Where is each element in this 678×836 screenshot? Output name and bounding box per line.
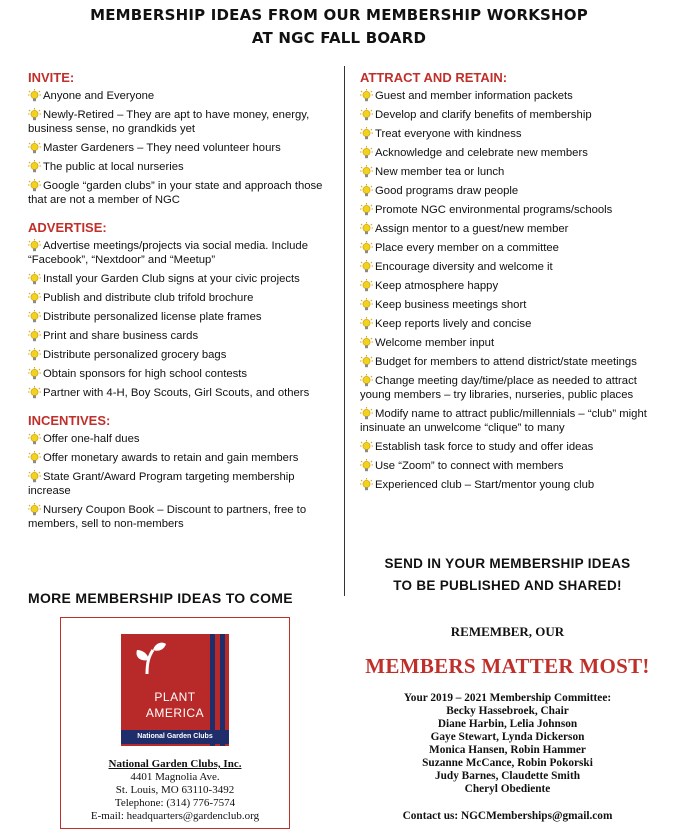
city: St. Louis, MO 63110-3492: [115, 784, 235, 796]
lightbulb-icon: [28, 89, 41, 103]
list-item-text: Nursery Coupon Book – Discount to partners, free to members, sell to non-members: [28, 504, 307, 530]
left-column: [28, 69, 328, 543]
list-item: [28, 291, 328, 305]
list-item-text: Keep business meetings short: [375, 299, 527, 311]
list-item: [28, 141, 328, 155]
list-item-text: Publish and distribute club trifold brochure: [43, 292, 254, 304]
list-item-text: Keep reports lively and concise: [375, 318, 532, 330]
lightbulb-icon: [28, 470, 41, 484]
list-item: [360, 241, 665, 255]
list-item: [28, 108, 328, 136]
lightbulb-icon: [28, 239, 41, 253]
phone: Telephone: (314) 776-7574: [114, 797, 236, 809]
attract-list: [360, 89, 665, 492]
list-item-text: Encourage diversity and welcome it: [375, 261, 553, 273]
address-block: [61, 758, 289, 823]
lightbulb-icon: [360, 336, 373, 350]
list-item: [28, 348, 328, 362]
lightbulb-icon: [360, 298, 373, 312]
list-item: [28, 329, 328, 343]
committee-member-line: Becky Hassebroek, Chair: [446, 705, 569, 717]
list-item-text: Experienced club – Start/mentor young club: [375, 479, 595, 491]
list-item-text: Guest and member information packets: [375, 90, 573, 102]
list-item: [28, 179, 328, 207]
members-matter-heading: MEMBERS MATTER MOST!: [365, 654, 650, 678]
lightbulb-icon: [360, 317, 373, 331]
list-item-text: State Grant/Award Program targeting membership increase: [28, 471, 295, 497]
lightbulb-icon: [360, 146, 373, 160]
list-item: [360, 89, 665, 103]
lightbulb-icon: [360, 165, 373, 179]
list-item: [360, 184, 665, 198]
lightbulb-icon: [28, 451, 41, 465]
send-line-2: TO BE PUBLISHED AND SHARED!: [393, 578, 622, 593]
lightbulb-icon: [28, 329, 41, 343]
list-item-text: Budget for members to attend district/state meetings: [375, 356, 637, 368]
list-item: [28, 386, 328, 400]
committee-member-line: Cheryl Obediente: [464, 783, 551, 795]
list-item: [28, 451, 328, 465]
list-item: [28, 272, 328, 286]
list-item-text: The public at local nurseries: [43, 161, 184, 173]
list-item: [28, 239, 328, 267]
lightbulb-icon: [360, 407, 373, 421]
list-item: [360, 108, 665, 122]
list-item-text: New member tea or lunch: [375, 166, 505, 178]
list-item-text: Establish task force to study and offer ideas: [375, 441, 594, 453]
list-item: [28, 160, 328, 174]
send-ideas-callout: [350, 553, 665, 597]
list-item: [360, 317, 665, 331]
list-item: [28, 367, 328, 381]
list-item: [360, 478, 665, 492]
list-item: [360, 279, 665, 293]
send-line-1: SEND IN YOUR MEMBERSHIP IDEAS: [384, 556, 631, 571]
list-item: [28, 89, 328, 103]
lightbulb-icon: [360, 127, 373, 141]
lightbulb-icon: [360, 184, 373, 198]
remember-text: REMEMBER, OUR: [450, 624, 565, 639]
lightbulb-icon: [28, 310, 41, 324]
list-item: [360, 165, 665, 179]
list-item: [360, 336, 665, 350]
list-item: [360, 298, 665, 312]
lightbulb-icon: [28, 291, 41, 305]
list-item-text: Print and share business cards: [43, 330, 199, 342]
list-item-text: Anyone and Everyone: [43, 90, 155, 102]
committee-member-line: Diane Harbin, Lelia Johnson: [437, 718, 578, 730]
lightbulb-icon: [360, 108, 373, 122]
list-item-text: Advertise meetings/projects via social media. Include “Facebook”, “Nextdoor” and “Meetup”: [28, 240, 308, 266]
list-item: [28, 470, 328, 498]
email: E-mail: headquarters@gardenclub.org: [90, 810, 260, 822]
list-item-text: Acknowledge and celebrate new members: [375, 147, 588, 159]
list-item: [360, 407, 665, 435]
column-divider: [344, 66, 345, 596]
list-item: [360, 146, 665, 160]
attract-section: [360, 69, 665, 492]
lightbulb-icon: [28, 432, 41, 446]
list-item: [28, 310, 328, 324]
list-item-text: Change meeting day/time/place as needed to attract young members – try libraries, nurseries, public places: [360, 375, 637, 401]
list-item-text: Distribute personalized grocery bags: [43, 349, 227, 361]
lightbulb-icon: [28, 503, 41, 517]
contact-line: Contact us: NGCMemberships@gmail.com: [402, 810, 613, 822]
list-item: [28, 503, 328, 531]
more-ideas-heading: MORE MEMBERSHIP IDEAS TO COME: [28, 590, 293, 606]
list-item-text: Master Gardeners – They need volunteer hours: [43, 142, 281, 154]
list-item: [360, 260, 665, 274]
list-item-text: Partner with 4-H, Boy Scouts, Girl Scouts, and others: [43, 387, 310, 399]
list-item: [360, 355, 665, 369]
title-line-1: MEMBERSHIP IDEAS FROM OUR MEMBERSHIP WORKSHOP: [90, 6, 588, 24]
lightbulb-icon: [360, 440, 373, 454]
committee-member-line: Suzanne McCance, Robin Pokorski: [422, 757, 593, 769]
lightbulb-icon: [360, 374, 373, 388]
list-item: [360, 459, 665, 473]
lightbulb-icon: [28, 108, 41, 122]
list-item: [360, 127, 665, 141]
logo-text-plant: PLANT: [154, 690, 196, 704]
committee-block: [350, 692, 665, 796]
lightbulb-icon: [360, 241, 373, 255]
plant-icon: [129, 640, 169, 676]
list-item-text: Obtain sponsors for high school contests: [43, 368, 248, 380]
advertise-list: [28, 239, 328, 400]
list-item: [360, 374, 665, 402]
list-item-text: Develop and clarify benefits of membership: [375, 109, 592, 121]
ngc-info-box: [60, 617, 290, 829]
lightbulb-icon: [28, 348, 41, 362]
invite-heading: INVITE:: [28, 70, 75, 85]
right-column: [360, 69, 665, 504]
invite-list: [28, 89, 328, 207]
list-item: [28, 432, 328, 446]
list-item-text: Distribute personalized license plate frames: [43, 311, 262, 323]
list-item: [360, 203, 665, 217]
advertise-heading: ADVERTISE:: [28, 220, 107, 235]
lightbulb-icon: [360, 459, 373, 473]
list-item-text: Offer one-half dues: [43, 433, 140, 445]
list-item-text: Welcome member input: [375, 337, 495, 349]
title-line-2: AT NGC FALL BOARD: [251, 29, 427, 47]
list-item: [360, 440, 665, 454]
list-item-text: Newly-Retired – They are apt to have money, energy, business sense, no grandkids yet: [28, 109, 310, 135]
committee-member-line: Monica Hansen, Robin Hammer: [429, 744, 586, 756]
page-title: [0, 4, 678, 50]
incentives-section: [28, 412, 328, 531]
list-item-text: Treat everyone with kindness: [375, 128, 522, 140]
list-item-text: Use “Zoom” to connect with members: [375, 460, 564, 472]
org-name: National Garden Clubs, Inc.: [108, 758, 242, 770]
lightbulb-icon: [360, 260, 373, 274]
plant-america-logo: [121, 634, 229, 746]
logo-text-america: AMERICA: [145, 706, 205, 720]
invite-section: [28, 69, 328, 207]
list-item-text: Promote NGC environmental programs/schools: [375, 204, 613, 216]
street: 4401 Magnolia Ave.: [130, 771, 220, 783]
committee-member-line: Gaye Stewart, Lynda Dickerson: [430, 731, 585, 743]
logo-band: National Garden Clubs: [121, 730, 229, 744]
lightbulb-icon: [28, 367, 41, 381]
lightbulb-icon: [28, 179, 41, 193]
advertise-section: [28, 219, 328, 400]
attract-heading: ATTRACT AND RETAIN:: [360, 70, 508, 85]
committee-member-line: Judy Barnes, Claudette Smith: [435, 770, 580, 782]
committee-names: [350, 705, 665, 796]
lightbulb-icon: [28, 160, 41, 174]
lightbulb-icon: [360, 355, 373, 369]
lightbulb-icon: [28, 141, 41, 155]
committee-heading: Your 2019 – 2021 Membership Committee:: [403, 692, 612, 704]
incentives-heading: INCENTIVES:: [28, 413, 111, 428]
list-item: [360, 222, 665, 236]
list-item-text: Keep atmosphere happy: [375, 280, 499, 292]
lightbulb-icon: [360, 203, 373, 217]
lightbulb-icon: [360, 279, 373, 293]
list-item-text: Install your Garden Club signs at your civic projects: [43, 273, 300, 285]
incentives-list: [28, 432, 328, 531]
list-item-text: Place every member on a committee: [375, 242, 559, 254]
lightbulb-icon: [28, 272, 41, 286]
list-item-text: Google “garden clubs” in your state and approach those that are not a member of NGC: [28, 180, 323, 206]
lightbulb-icon: [28, 386, 41, 400]
lightbulb-icon: [360, 478, 373, 492]
list-item-text: Assign mentor to a guest/new member: [375, 223, 569, 235]
list-item-text: Modify name to attract public/millennials – “club” might insinuate an unwelcome “clique” to many: [360, 408, 647, 434]
lightbulb-icon: [360, 89, 373, 103]
list-item-text: Offer monetary awards to retain and gain members: [43, 452, 299, 464]
lightbulb-icon: [360, 222, 373, 236]
list-item-text: Good programs draw people: [375, 185, 519, 197]
